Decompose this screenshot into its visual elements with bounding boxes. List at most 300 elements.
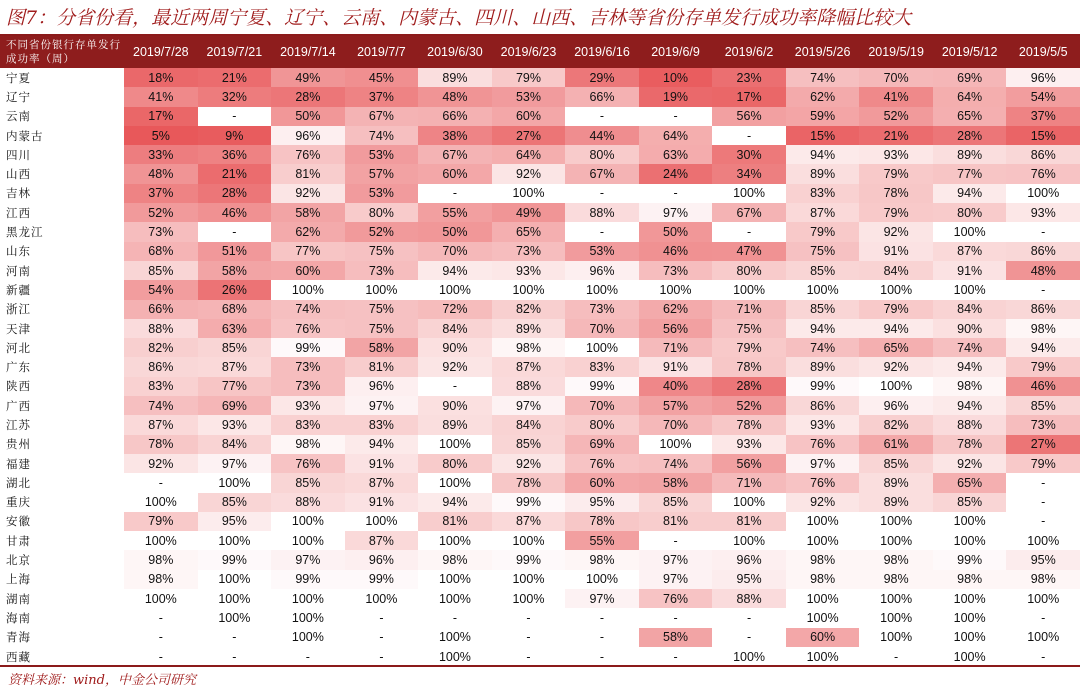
heatmap-cell: 77% [933,164,1007,183]
heatmap-cell: 78% [859,184,933,203]
heatmap-cell: 84% [933,300,1007,319]
heatmap-cell: 29% [565,68,639,87]
heatmap-cell: - [746,630,752,645]
heatmap-cell: - [599,610,605,625]
heatmap-cell: 99% [492,550,566,569]
heatmap-cell: 85% [1006,396,1080,415]
heatmap-cell: 98% [565,550,639,569]
header-row [0,36,1080,68]
heatmap-cell: 46% [1006,377,1080,396]
heatmap-cell: 56% [712,107,786,126]
heatmap-cell: 38% [418,126,492,145]
heatmap-cell: 15% [786,126,860,145]
heatmap-cell: 28% [271,87,345,106]
heatmap-cell: 92% [786,493,860,512]
heatmap-cell: 80% [712,261,786,280]
heatmap-cell: 75% [345,319,419,338]
heatmap-cell: 100% [418,570,492,589]
heatmap-cell: 76% [271,145,345,164]
heatmap-cell: - [305,649,310,664]
heatmap-cell: 53% [345,184,419,203]
heatmap-cell: 70% [639,415,713,434]
heatmap-cell: 57% [345,164,419,183]
heatmap-cell: 49% [271,68,345,87]
heatmap-cell: 58% [639,473,713,492]
heatmap-cell: - [232,630,237,645]
heatmap-cell: 81% [639,512,713,531]
heatmap-cell: 78% [492,473,566,492]
heatmap-cell: - [673,533,678,548]
table-row [0,357,1080,376]
column-header: 2019/7/7 [345,36,419,68]
row-header-label: 不同省份银行存单发行成功率（周） [0,36,124,68]
heatmap-cell: 41% [859,87,933,106]
heatmap-cell: 59% [786,107,860,126]
heatmap-cell: 19% [639,87,713,106]
heatmap-cell: 78% [933,435,1007,454]
heatmap-cell: 73% [124,222,198,241]
heatmap-cell: 36% [198,145,272,164]
heatmap-cell: 41% [124,87,198,106]
table-row [0,473,1080,492]
province-label: 江苏 [6,417,31,432]
heatmap-cell: 50% [639,222,713,241]
heatmap-cell: 90% [933,319,1007,338]
heatmap-cell: 92% [492,164,566,183]
heatmap-cell: 100% [859,280,933,299]
heatmap-cell: 53% [492,87,566,106]
heatmap-cell: 49% [492,203,566,222]
heatmap-cell: 65% [859,338,933,357]
heatmap-cell: 100% [786,589,860,608]
heatmap-cell: 100% [565,280,639,299]
heatmap-cell: 87% [786,203,860,222]
heatmap-cell: - [526,610,531,625]
heatmap-cell: 79% [1006,454,1080,473]
heatmap-cell: 80% [933,203,1007,222]
province-label: 海南 [6,610,31,625]
heatmap-cell: 63% [639,145,713,164]
heatmap-cell: 60% [786,628,860,647]
province-label: 湖南 [6,591,31,606]
heatmap-cell: 98% [933,570,1007,589]
heatmap-cell: 84% [418,319,492,338]
heatmap-cell: 67% [418,145,492,164]
heatmap-cell: 82% [492,300,566,319]
heatmap-cell: 100% [712,493,786,512]
heatmap-cell: 17% [124,107,198,126]
column-header: 2019/6/30 [418,36,492,68]
heatmap-cell: 68% [124,242,198,261]
heatmap-cell: 99% [271,338,345,357]
heatmap-cell: 94% [933,184,1007,203]
heatmap-cell: 100% [418,435,492,454]
heatmap-cell: 67% [565,164,639,183]
heatmap-cell: 94% [1006,338,1080,357]
heatmap-cell: 100% [1006,589,1080,608]
heatmap-cell: 76% [1006,164,1080,183]
heatmap-cell: 94% [418,261,492,280]
heatmap-cell: 85% [786,300,860,319]
heatmap-cell: 94% [933,357,1007,376]
heatmap-cell: - [1041,495,1046,510]
heatmap-cell: 96% [712,550,786,569]
heatmap-cell: 82% [124,338,198,357]
province-label: 福建 [6,456,31,471]
heatmap-cell: 93% [712,435,786,454]
heatmap-cell: 100% [859,531,933,550]
table-row [0,396,1080,415]
table-row [0,454,1080,473]
heatmap-cell: 64% [639,126,713,145]
heatmap-cell: 99% [492,493,566,512]
heatmap-cell: 34% [712,164,786,183]
column-header: 2019/5/12 [933,36,1007,68]
heatmap-cell: 97% [786,454,860,473]
heatmap-cell: 76% [271,319,345,338]
heatmap-cell: 63% [198,319,272,338]
heatmap-cell: - [452,379,458,394]
heatmap-cell: 87% [933,242,1007,261]
heatmap-cell: 50% [271,107,345,126]
heatmap-cell: 100% [639,280,713,299]
heatmap-cell: 88% [565,203,639,222]
heatmap-cell: - [673,649,678,664]
heatmap-cell: 86% [1006,145,1080,164]
province-label: 四川 [6,147,31,162]
heatmap-cell: 79% [712,338,786,357]
heatmap-cell: 85% [271,473,345,492]
heatmap-cell: 26% [198,280,272,299]
heatmap-cell: 100% [786,608,860,627]
heatmap-cell: - [599,649,605,664]
heatmap-cell: 83% [124,377,198,396]
heatmap-cell: 71% [712,473,786,492]
heatmap-cell: 100% [418,647,492,666]
heatmap-cell: 28% [712,377,786,396]
heatmap-cell: - [526,649,531,664]
heatmap-cell: 79% [859,164,933,183]
heatmap-cell: 91% [639,357,713,376]
heatmap-cell: 69% [933,68,1007,87]
heatmap-cell: 86% [786,396,860,415]
heatmap-cell: - [158,630,163,645]
heatmap-cell: - [746,610,752,625]
heatmap-cell: 78% [712,415,786,434]
heatmap-cell: 85% [492,435,566,454]
province-label: 河南 [6,263,31,278]
column-header: 2019/6/9 [639,36,713,68]
heatmap-cell: 73% [492,242,566,261]
table-row [0,126,1080,145]
heatmap-cell: 100% [418,628,492,647]
province-label: 辽宁 [6,89,31,104]
heatmap-cell: 98% [271,435,345,454]
heatmap-cell: 52% [345,222,419,241]
heatmap-cell: 100% [492,184,566,203]
heatmap-cell: 70% [418,242,492,261]
heatmap-cell: 33% [124,145,198,164]
heatmap-cell: 96% [271,126,345,145]
heatmap-cell: 27% [1006,435,1080,454]
heatmap-cell: - [232,109,237,124]
heatmap-cell: 93% [1006,203,1080,222]
province-label: 广西 [6,398,31,413]
heatmap-cell: 60% [565,473,639,492]
heatmap-cell: 76% [565,454,639,473]
heatmap-cell: 100% [859,377,933,396]
heatmap-cell: 9% [198,126,272,145]
heatmap-cell: 62% [786,87,860,106]
heatmap-cell: 100% [345,589,419,608]
heatmap-cell: 85% [933,493,1007,512]
heatmap-cell: 76% [639,589,713,608]
heatmap-cell: 62% [271,222,345,241]
heatmap-cell: 89% [418,415,492,434]
heatmap-cell: 100% [712,280,786,299]
heatmap-cell: 100% [933,589,1007,608]
province-label: 黑龙江 [6,225,44,240]
chart-title: 图7：分省份看，最近两周宁夏、辽宁、云南、内蒙古、四川、山西、吉林等省份存单发行成功率降幅比较大 [6,7,912,29]
heatmap-cell: - [158,610,163,625]
heatmap-cell: 71% [639,338,713,357]
heatmap-cell: 84% [198,435,272,454]
heatmap-cell: 100% [933,647,1007,666]
heatmap-cell: 86% [1006,300,1080,319]
province-label: 西藏 [6,649,31,664]
province-label: 甘肃 [6,533,31,548]
heatmap-cell: 94% [859,319,933,338]
heatmap-cell: 75% [345,300,419,319]
heatmap-cell: 100% [786,280,860,299]
heatmap-cell: 100% [345,512,419,531]
heatmap-cell: 50% [418,222,492,241]
heatmap-cell: 99% [345,570,419,589]
heatmap-cell: 87% [492,512,566,531]
heatmap-cell: 100% [271,280,345,299]
heatmap-cell: 76% [271,454,345,473]
heatmap-cell: 100% [418,473,492,492]
heatmap-cell: 100% [639,435,713,454]
province-label: 宁夏 [6,70,31,85]
heatmap-cell: 23% [712,68,786,87]
heatmap-cell: 67% [712,203,786,222]
heatmap-cell: 96% [859,396,933,415]
heatmap-cell: 68% [198,300,272,319]
province-label: 陕西 [6,379,31,394]
heatmap-cell: 21% [198,68,272,87]
heatmap-cell: 98% [124,550,198,569]
heatmap-cell: 97% [639,550,713,569]
heatmap-cell: 70% [565,319,639,338]
heatmap-cell: 55% [418,203,492,222]
heatmap-cell: 100% [712,531,786,550]
heatmap-cell: 97% [565,589,639,608]
heatmap-cell: 87% [345,473,419,492]
heatmap-cell: 88% [933,415,1007,434]
heatmap-cell: 58% [271,203,345,222]
heatmap-cell: 90% [418,396,492,415]
table-row [0,319,1080,338]
heatmap-cell: - [1041,610,1046,625]
heatmap-cell: 80% [418,454,492,473]
heatmap-cell: 54% [124,280,198,299]
heatmap-cell: 97% [198,454,272,473]
heatmap-cell: 60% [418,164,492,183]
table-row [0,550,1080,569]
heatmap-cell: - [894,649,899,664]
province-label: 重庆 [6,495,31,510]
heatmap-cell: 100% [271,608,345,627]
province-label: 浙江 [6,302,31,317]
heatmap-cell: 53% [565,242,639,261]
heatmap-cell: 100% [492,531,566,550]
heatmap-cell: 92% [859,357,933,376]
heatmap-cell: 89% [859,493,933,512]
heatmap-cell: 52% [859,107,933,126]
heatmap-cell: 83% [271,415,345,434]
heatmap-cell: - [232,225,237,240]
source-note: 资料来源：wind，中金公司研究 [8,673,196,688]
heatmap-cell: 93% [198,415,272,434]
heatmap-cell: - [158,649,163,664]
province-label: 河北 [6,340,31,355]
heatmap-cell: 77% [198,377,272,396]
heatmap-cell: 100% [198,589,272,608]
heatmap-cell: 100% [492,280,566,299]
heatmap-cell: 91% [859,242,933,261]
bottom-rule [0,665,1080,667]
heatmap-cell: 100% [198,570,272,589]
table-row [0,493,1080,512]
heatmap-cell: 78% [124,435,198,454]
province-label: 湖北 [6,475,31,490]
province-label: 安徽 [6,514,31,529]
heatmap-cell: 74% [786,338,860,357]
heatmap-cell: 89% [933,145,1007,164]
heatmap-cell: 57% [639,396,713,415]
heatmap-cell: 98% [859,550,933,569]
heatmap-cell: 100% [198,531,272,550]
heatmap-cell: 92% [492,454,566,473]
heatmap-cell: 81% [418,512,492,531]
heatmap-cell: 79% [124,512,198,531]
heatmap-cell: 100% [933,628,1007,647]
heatmap-cell: 97% [492,396,566,415]
heatmap-cell: 79% [859,203,933,222]
column-header: 2019/7/21 [198,36,272,68]
heatmap-cell: 100% [418,589,492,608]
heatmap-cell: 75% [345,242,419,261]
heatmap-cell: - [599,186,605,201]
heatmap-cell: 85% [786,261,860,280]
heatmap-cell: 95% [198,512,272,531]
heatmap-cell: 95% [1006,550,1080,569]
heatmap-cell: 71% [712,300,786,319]
province-label: 上海 [6,572,31,587]
heatmap-cell: 100% [1006,531,1080,550]
province-label: 贵州 [6,437,31,452]
heatmap-cell: - [452,186,458,201]
heatmap-cell: 46% [639,242,713,261]
heatmap-cell: 100% [933,512,1007,531]
heatmap-cell: 98% [859,570,933,589]
heatmap-cell: 87% [124,415,198,434]
heatmap-cell: 81% [271,164,345,183]
heatmap-cell: 98% [1006,319,1080,338]
heatmap-cell: 58% [639,628,713,647]
heatmap-cell: 98% [786,570,860,589]
table-row [0,570,1080,589]
heatmap-cell: 54% [1006,87,1080,106]
heatmap-cell: 28% [198,184,272,203]
heatmap-cell: - [158,475,163,490]
heatmap-cell: 56% [712,454,786,473]
heatmap-cell: 83% [565,357,639,376]
heatmap-cell: 100% [712,184,786,203]
heatmap-cell: 100% [933,531,1007,550]
heatmap-cell: 100% [859,589,933,608]
heatmap-cell: 98% [124,570,198,589]
heatmap-cell: 21% [198,164,272,183]
heatmap-cell: 37% [124,184,198,203]
table-row [0,203,1080,222]
heatmap-cell: 65% [933,473,1007,492]
heatmap-cell: 94% [418,493,492,512]
heatmap-cell: 77% [271,242,345,261]
heatmap-cell: 64% [933,87,1007,106]
heatmap-cell: 100% [859,512,933,531]
heatmap-cell: 99% [786,377,860,396]
heatmap-cell: - [379,610,384,625]
heatmap-cell: 80% [565,415,639,434]
heatmap-cell: 100% [933,222,1007,241]
heatmap-cell: 92% [124,454,198,473]
heatmap-cell: 74% [124,396,198,415]
heatmap-cell: 100% [565,338,639,357]
heatmap-cell: 98% [492,338,566,357]
heatmap-cell: - [1041,282,1046,297]
heatmap-cell: 86% [1006,242,1080,261]
column-header: 2019/5/26 [786,36,860,68]
heatmap-cell: 74% [786,68,860,87]
column-header: 2019/5/5 [1006,36,1080,68]
heatmap-cell: 99% [933,550,1007,569]
province-label: 山西 [6,167,31,182]
table-row [0,435,1080,454]
heatmap-cell: 78% [565,512,639,531]
heatmap-cell: 100% [1006,184,1080,203]
table-row [0,531,1080,550]
heatmap-cell: 53% [345,145,419,164]
heatmap-cell: 89% [786,164,860,183]
heatmap-cell: 66% [565,87,639,106]
heatmap-cell: 62% [639,300,713,319]
heatmap-cell: 18% [124,68,198,87]
heatmap-cell: 97% [345,396,419,415]
heatmap-cell: 79% [492,68,566,87]
heatmap-cell: - [379,630,384,645]
heatmap-cell: 40% [639,377,713,396]
heatmap-cell: 66% [124,300,198,319]
heatmap-cell: 37% [1006,107,1080,126]
province-label: 云南 [6,109,31,124]
heatmap-cell: 55% [565,531,639,550]
heatmap-cell: 100% [124,589,198,608]
heatmap-cell: 100% [859,608,933,627]
heatmap-cell: 85% [124,261,198,280]
heatmap-cell: 74% [271,300,345,319]
